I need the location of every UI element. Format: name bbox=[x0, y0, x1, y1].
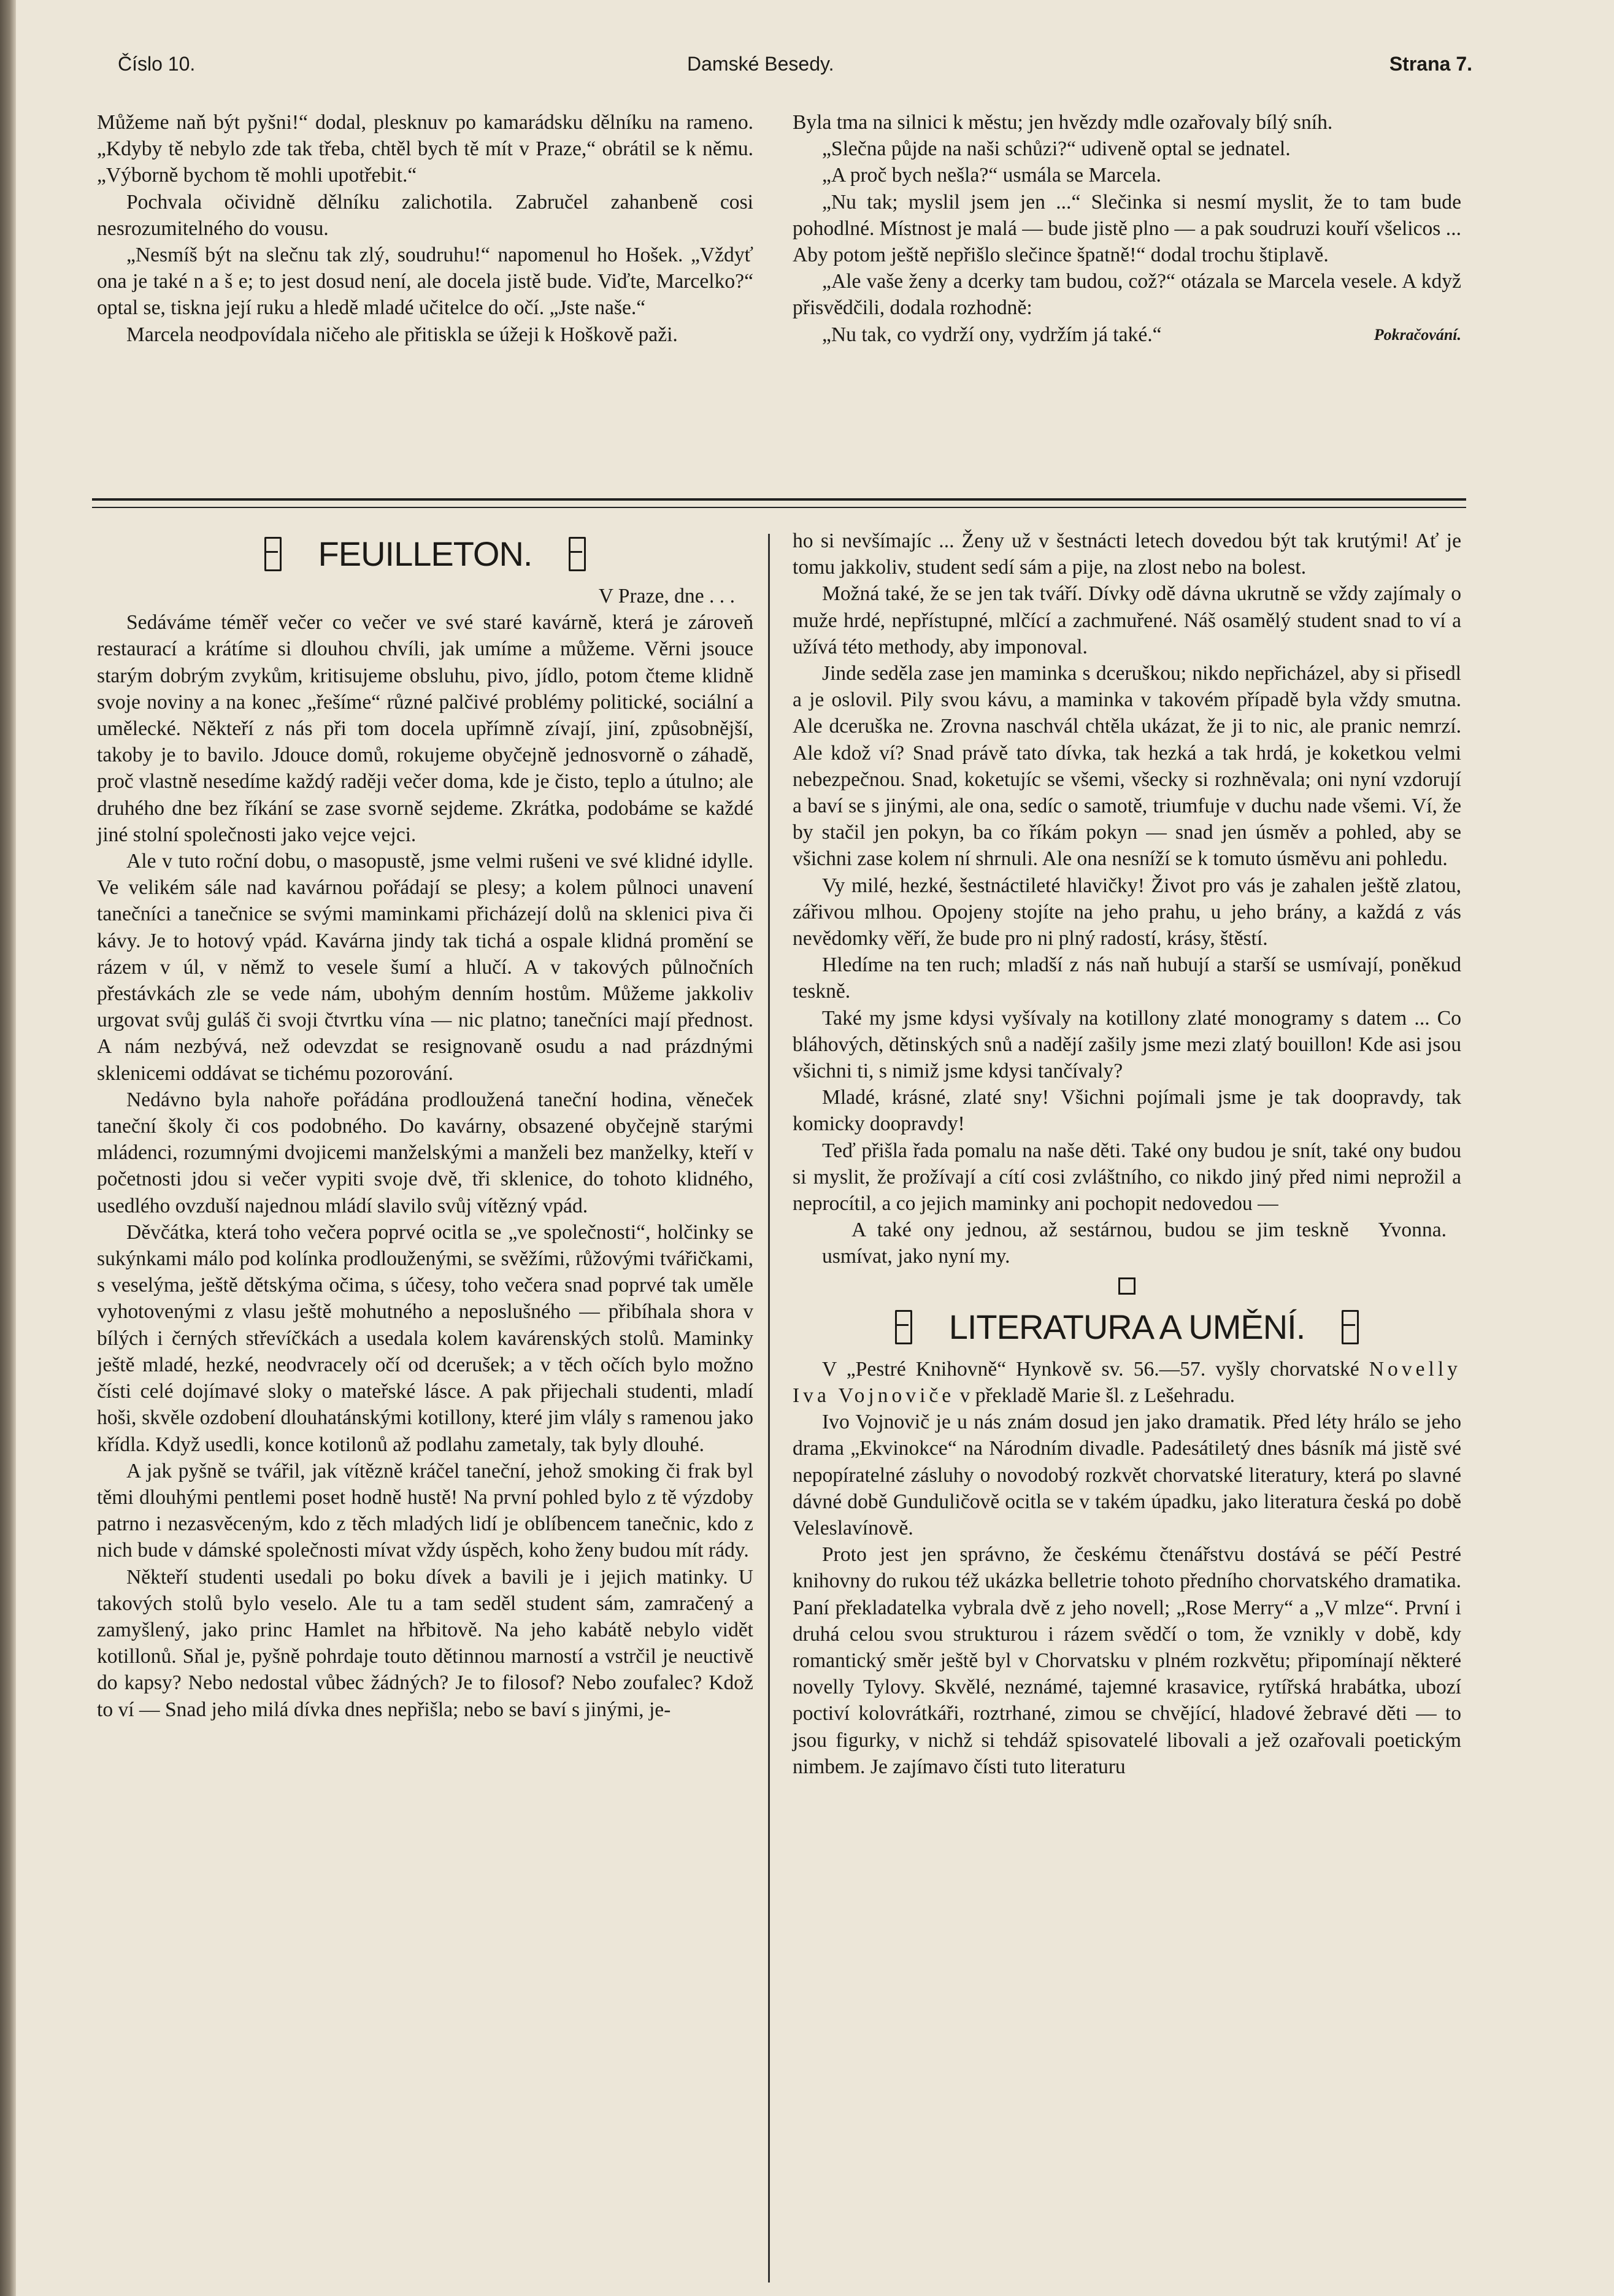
literature-intro-start: V „Pestré Knihovně“ Hynkově sv. 56.—57. vyšly chorvatské bbox=[822, 1357, 1359, 1381]
feuilleton-closing bbox=[793, 1217, 1461, 1269]
ornament-icon bbox=[569, 537, 586, 571]
story-closing-quote: „Nu tak, co vydrží ony, vydržím já také.“ bbox=[822, 323, 1162, 346]
story-paragraph: „Ale vaše ženy a dcerky tam budou, což?“ otázala se Marcela vesele. A když přisvědčili, dodala rozhodně: bbox=[793, 270, 1461, 320]
feuilleton-paragraph: A jak pyšně se tvářil, jak vítězně kráčel taneční, jehož smoking či frak byl těmi dlouhými pentlemi poset hodně hustě! Na první pohled bylo z tě výzdoby patrno i nezasvěceným, kdo z těch mladých lidí je oblíbencem tanečnic, kdo z nich bude v dámské společnosti mívat vždy úspěch, koho ženy budou mít rády. bbox=[97, 1459, 753, 1562]
feuilleton-title: FEUILLETON. bbox=[318, 534, 532, 574]
author-signature: Yvonna. bbox=[1378, 1219, 1447, 1242]
ornament-icon bbox=[264, 537, 282, 571]
feuilleton-continuation-column bbox=[793, 528, 1461, 1780]
feuilleton-paragraph: Ale v tuto roční dobu, o masopustě, jsme velmi rušeni ve své klidné idylle. Ve velikém sále nad kavárnou pořádají se plesy; a kolem půlnoci unavení tanečníci a tanečnice se svými maminkami přicházejí dolů na sklenici piva či kávy. Je to hotový vpád. Kavárna jindy tak tichá a ospale klidná promění se rázem v úl, v němž to vesele šumí a hlučí. A v takových půlnočních přestávkách zle se vede nám, ubohým denním hostům. Můžeme jakkoliv urgovat svůj guláš či svoji čtvrtku vína — nic platno; tanečníci mají přednost. A nám nezbývá, než odevzdat se resignovaně osudu a nad prázdnými sklenicemi oddávat se tichému pozorování. bbox=[97, 850, 753, 1085]
section-divider bbox=[92, 498, 1466, 508]
feuilleton-paragraph: ho si nevšímajíc ... Ženy už v šestnácti letech dovedou být tak krutými! Ať je tomu jakkoliv, student sedí sám a pije, na zlost nebo na bolest. bbox=[793, 530, 1461, 579]
story-last-line bbox=[793, 322, 1461, 348]
feuilleton-column bbox=[97, 528, 753, 1723]
feuilleton-paragraph: Mladé, krásné, zlaté sny! Všichni pojímali jsme je tak doopravdy, tak komicky doopravdy! bbox=[793, 1086, 1461, 1136]
feuilleton-paragraph: Sedáváme téměř večer co večer ve své staré kavárně, která je zároveň restaurací a krátíme si dlouhou chvíli, jak umíme a můžeme. Věrni jsouce starým dobrým zvykům, kritisujeme obsluhu, pivo, jídlo, potom čteme klidně svoje noviny a na konec „řešíme“ různé palčivé problémy politické, sociální a umělecké. Někteří z nás při tom docela upřímně zívají, jiní, způsobnější, takoby je to bavilo. Jdouce domů, rokujeme obyčejně jednosvorně o záhadě, proč vlastně nesedíme každý raději večer doma, kde je čisto, teplo a útulno; ale druhého dne bez říkání se zase svorně sejdeme. Zkrátka, podobáme se každé jiné stolní společnosti jako vejce vejci. bbox=[97, 611, 753, 846]
story-paragraph: Pochvala očividně dělníku zalichotila. Zabručel zahanbeně cosi nesrozumitelného do vousu. bbox=[97, 190, 753, 240]
page-header bbox=[86, 53, 1472, 83]
story-paragraph: „Nesmíš být na slečnu tak zlý, soudruhu!“ napomenul ho Hošek. „Vždyť ona je také n a š e; to jest dosud není, ale docela jistě bude. Viďte, Marcelko?“ optal se, tiskna její ruku a hledě mladé učitelce do očí. „Jste naše.“ bbox=[97, 244, 753, 320]
feuilleton-paragraph: Teď přišla řada pomalu na naše děti. Také ony budou je snít, také ony budou si myslit, že prožívají a cítí cosi zvláštního, co nikdo jiný před nimi neprožil a neprocítil, a co jejich maminky ani pochopit nedovedou — bbox=[793, 1139, 1461, 1215]
feuilleton-paragraph: Vy milé, hezké, šestnáctileté hlavičky! Život pro vás je zahalen ještě zlatou, zářivou mlhou. Opojeny stojíte na jeho prahu, u jeho brány, a každá z vás nevědomky věří, že bude pro ni plný radostí, krásy, štěstí. bbox=[793, 874, 1461, 950]
continued-note: Pokračování. bbox=[1374, 325, 1461, 344]
story-paragraph: „Slečna půjde na naši schůzi?“ udiveně optal se jednatel. bbox=[822, 137, 1291, 161]
closing-sentence: A také ony jednou, až sestárnou, budou se jim teskně usmívat, jako nyní my. bbox=[822, 1219, 1349, 1268]
square-ornament-icon bbox=[1118, 1277, 1136, 1295]
dateline: V Praze, dne . . . bbox=[598, 585, 735, 607]
story-paragraph: „A proč bych nešla?“ usmála se Marcela. bbox=[822, 164, 1161, 187]
page-number: Strana 7. bbox=[1389, 53, 1472, 75]
story-paragraph: „Nu tak; myslil jsem jen ...“ Slečinka si nesmí myslit, že to tam bude pohodlné. Místnost je malá — bude jistě plno — a pak soudruzi kouří všelicos ... Aby potom ještě nepřišlo slečince špatně!“ dodal trochu štiplavě. bbox=[793, 190, 1461, 267]
story-paragraph: Byla tma na silnici k městu; jen hvězdy mdle ozařovaly bílý sníh. bbox=[793, 111, 1333, 134]
feuilleton-paragraph: Možná také, že se jen tak tváří. Dívky odě dávna ukrutně se vždy zajímaly o muže hrdé, nepřístupné, mlčící a zachmuřené. Náš osamělý student snad to ví a užívá této methody, aby imponoval. bbox=[793, 582, 1461, 658]
feuilleton-paragraph: Děvčátka, která toho večera poprvé ocitla se „ve společnosti“, holčinky se sukýnkami málo pod kolínka prodlouženými, se svěžími, růžovými tvářičkami, s veselýma, ještě dětskýma očima, s účesy, toho večera snad poprvé tak uměle vyhotovenými z vlasu ještě mohutného a neposlušného — přibíhala shora v bílých i černých střevíčkách a usedala kolem kavárenských stolů. Maminky ještě mladé, hezké, neodvracely očí od dcerušek; a v těch očích bylo možno čísti celé dojímavé sloky o mateřské lásce. A pak přijechali studenti, mladí hoši, skvěle ozdobení dlouhatánskými kotillony, které jim vlály s ramenou jako křídla. Když usedli, konce kotilonů až podlahu zametaly, tak byly dlouhé. bbox=[97, 1220, 753, 1456]
book-title: Novelly Iva Vojnoviče bbox=[793, 1357, 1461, 1407]
issue-number: Číslo 10. bbox=[118, 53, 196, 75]
feuilleton-paragraph: Jinde seděla zase jen maminka s dceruškou; nikdo nepřicházel, aby si přisedl a je oslovil. Pily svou kávu, a maminka v takovém případě byla vždy smutna. Ale dceruška ne. Zrovna naschvál chtěla ukázat, že ji to nic, ale pranic nemrzí. Ale kdož ví? Snad právě tato dívka, tak hezká a tak hrdá, je koketkou velmi nebezpečnou. Snad, koketujíc se všemi, všecky si rozhněvala; oni nyní vzdorují a baví se s jinými, ale ona, sedíc o samotě, triumfuje v duchu nade všemi. Ví, že by stačil jen pokyn, ba co říkám pokyn — snad jen úsměv a pohled, aby se všichni zase kolem ní shrnuli. Ale ona nesníží se k tomuto úsměvu ani pohledu. bbox=[793, 662, 1461, 871]
feuilleton-paragraph: Hledíme na ten ruch; mladší z nás naň hubují a starší se usmívají, poněkud teskně. bbox=[793, 953, 1461, 1003]
binding-edge bbox=[0, 0, 16, 2296]
story-left-column bbox=[97, 109, 753, 348]
literature-intro-end: v překladě Marie šl. z Lešehradu. bbox=[959, 1384, 1235, 1407]
story-right-column bbox=[793, 109, 1461, 348]
literature-heading bbox=[793, 1301, 1461, 1354]
ornament-icon bbox=[1342, 1310, 1359, 1344]
literature-title: LITERATURA A UMĚNÍ. bbox=[948, 1308, 1305, 1347]
column-divider bbox=[768, 534, 770, 2283]
feuilleton-paragraph: Někteří studenti usedali po boku dívek a bavili je i jejich matinky. U takových stolů bylo veselo. Ale tu a tam seděl student sám, zamračený a zamyšlený, jako princ Hamlet na hřbitově. Na jeho kabátě nebylo vidět kotillonů. Sňal je, pyšně pohrdaje touto dětinnou marností a vstrčil je neuctivě do kapsy? Nebo nedostal vůbec žádných? Je to filosof? Nebo zoufalec? Kdož to ví — Snad jeho milá dívka dnes nepřišla; nebo se baví s jinými, je- bbox=[97, 1565, 753, 1721]
literature-paragraph: Ivo Vojnovič je u nás znám dosud jen jako dramatik. Před léty hrálo se jeho drama „Ekvinokce“ na Národním divadle. Padesátiletý dnes básník má jistě své nepopíratelné zásluhy o novodobý rozkvět chorvatské literatury, která po slavné dávné době Gunduličově ocitla se v takém úpadku, jako literatura česká po době Veleslavínově. bbox=[793, 1411, 1461, 1539]
story-paragraph: Můžeme naň být pyšni!“ dodal, plesknuv po kamarádsku dělníku na rameno. „Kdyby tě nebylo zde tak třeba, chtěl bych tě mít v Praze,“ obrátil se k němu. „Výborně bychom tě mohli upotřebit.“ bbox=[97, 111, 753, 187]
literature-paragraph bbox=[793, 1356, 1461, 1409]
newspaper-page bbox=[86, 37, 1497, 2270]
literature-paragraph: Proto jest jen správno, že českému čtenářstvu dostává se péčí Pestré knihovny do rukou též ukázka belletrie tohoto předního chorvatského dramatika. Paní překladatelka vybrala dvě z jeho novell; „Rose Merry“ a „V mlze“. První i druhá celou svou strukturou i rázem svědčí o tom, že vznikly v době, kdy romantický směr ještě byl v Chorvatsku v plném rozkvětu; připomínají některé novelly Tylovy. Skvělé, neznámé, tajemné krasavice, rytířská hrabátka, ubozí poctiví kolovrátkáři, roztrhané, zimou se chvějící, hladové žebravé děti — to jsou figurky, v nichž si tehdáž spisovatelé libovali a jež ozařovali poetickým nimbem. Je zajímavo čísti tuto literaturu bbox=[793, 1543, 1461, 1778]
publication-title: Damské Besedy. bbox=[687, 53, 834, 75]
feuilleton-heading bbox=[97, 528, 753, 580]
feuilleton-paragraph: Nedávno byla nahoře pořádána prodloužená taneční hodina, věneček taneční školy či cos podobného. Do kavárny, obsazené obyčejně starými mládenci, rozumnými dvojicemi manželskými a manželi bez manželky, kteří v početnosti jdou si večer vypiti svoje dvě, tři sklenice, do tohoto klidného, usedlého ovzduší najednou mládí slavilo svůj vítězný vpád. bbox=[97, 1088, 753, 1217]
ornament-icon bbox=[895, 1310, 912, 1344]
feuilleton-paragraph: Také my jsme kdysi vyšívaly na kotillony zlaté monogramy s datem ... Co bláhových, dětinských snů a nadějí zašily jsme mezi zlatý bouillon! Kde asi jsou všichni ti, s nimiž jsme kdysi tančívaly? bbox=[793, 1006, 1461, 1083]
story-paragraph: Marcela neodpovídala ničeho ale přitiskla se úžeji k Hoškově paži. bbox=[126, 323, 678, 346]
